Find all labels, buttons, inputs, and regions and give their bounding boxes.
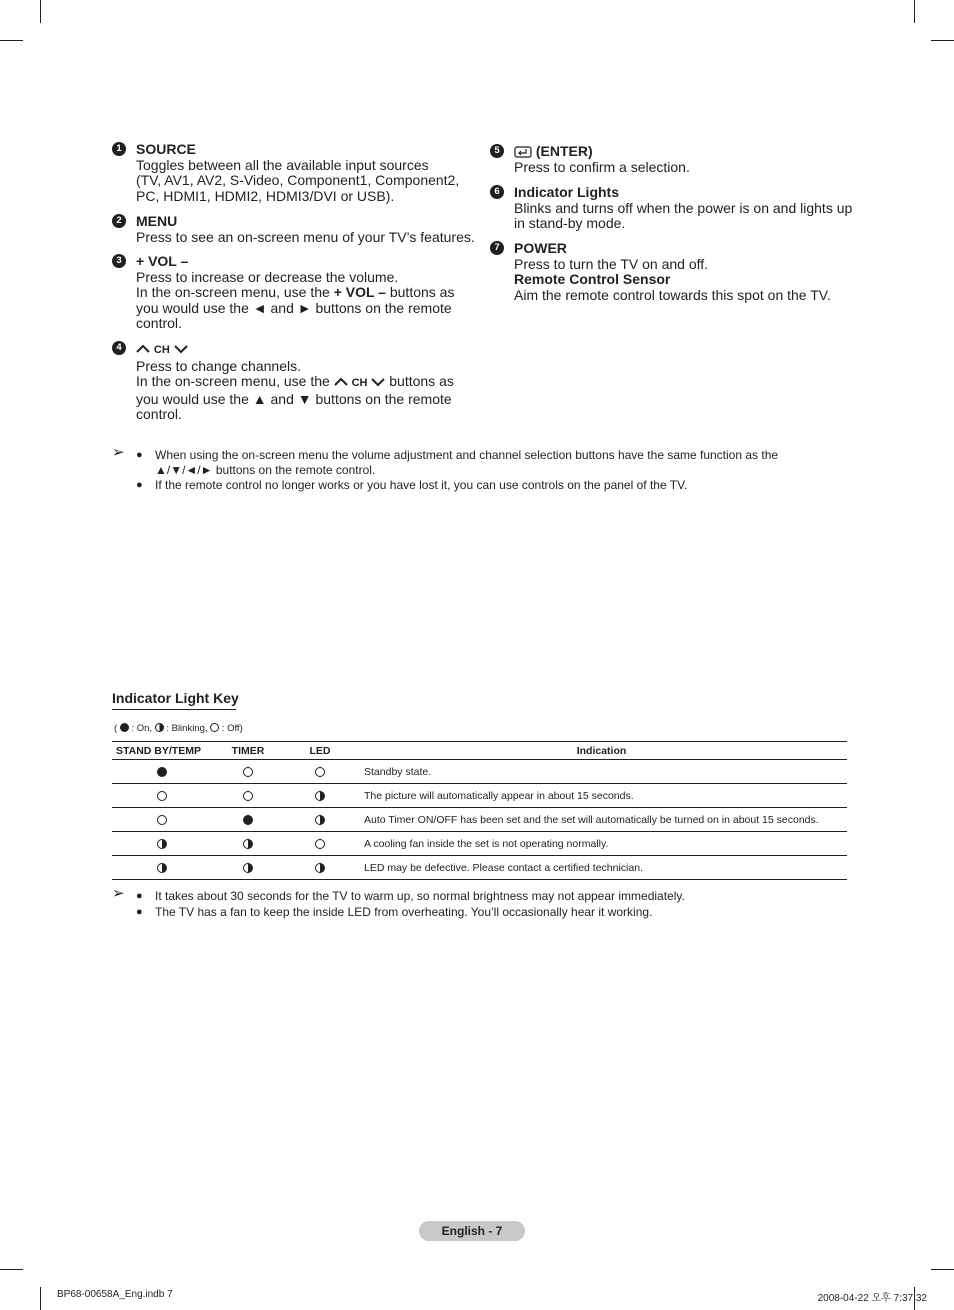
item-line: In the on-screen menu, use the CH buttons as — [136, 373, 454, 390]
item-line: control. — [136, 315, 182, 332]
number-badge: 6 — [490, 185, 504, 199]
indication-cell: The picture will automatically appear in about 15 seconds. — [356, 784, 847, 808]
on-dot-icon — [157, 767, 167, 777]
off-dot-icon — [157, 791, 167, 801]
led-cell — [284, 856, 356, 880]
standby-cell — [112, 808, 212, 832]
number-badge: 4 — [112, 341, 126, 355]
note-arrow-icon: ➢ — [112, 885, 125, 902]
column-header: LED — [284, 742, 356, 760]
standby-cell — [112, 784, 212, 808]
item-line: you would use the ◄ and ► buttons on the remote — [136, 299, 452, 316]
blinking-dot-icon — [315, 863, 325, 873]
item-line: Press to see an on-screen menu of your TV’s features. — [136, 228, 475, 245]
crop-mark — [931, 40, 954, 41]
item-title: MENU — [136, 213, 178, 229]
blinking-dot-icon — [243, 839, 253, 849]
off-dot-icon — [157, 815, 167, 825]
footer-datetime: 2008-04-22 오후 7:37:32 — [817, 1293, 927, 1304]
chevron-down-icon — [371, 377, 385, 387]
item-line: PC, HDMI1, HDMI2, HDMI3/DVI or USB). — [136, 187, 395, 204]
note-arrow-icon: ➢ — [112, 444, 125, 461]
off-dot-icon — [243, 767, 253, 777]
item-title: (ENTER) — [514, 144, 690, 160]
table-row — [112, 808, 847, 832]
table-row — [112, 784, 847, 808]
timer-cell — [212, 832, 284, 856]
item-line: Toggles between all the available input sources — [136, 156, 429, 173]
footer-file: BP68-00658A_Eng.indb 7 — [57, 1289, 173, 1300]
enter-icon — [514, 146, 532, 158]
item-line: in stand-by mode. — [514, 215, 626, 232]
title-underline — [112, 709, 236, 710]
indication-cell: LED may be defective. Please contact a certified technician. — [356, 856, 847, 880]
indicator-table — [112, 741, 847, 880]
note-text: ▲/▼/◄/► buttons on the remote control. — [155, 463, 376, 477]
item-line: Press to turn the TV on and off. — [514, 255, 709, 272]
item-title: CH — [136, 341, 454, 359]
number-badge: 1 — [112, 142, 126, 156]
timer-cell — [212, 808, 284, 832]
note-text: When using the on-screen menu the volume adjustment and channel selection buttons have the same function as the — [155, 448, 779, 462]
standby-cell — [112, 856, 212, 880]
item-title: Indicator Lights — [514, 184, 619, 200]
off-dot-icon — [243, 791, 253, 801]
on-dot-icon — [243, 815, 253, 825]
notes-warmup — [112, 885, 852, 923]
bullet-icon: ● — [136, 479, 143, 491]
item-line: Press to change channels. — [136, 357, 301, 374]
off-dot-icon — [210, 723, 219, 732]
off-dot-icon — [315, 839, 325, 849]
on-dot-icon — [120, 723, 129, 732]
item-subtitle: Remote Control Sensor — [514, 271, 671, 288]
standby-cell — [112, 832, 212, 856]
indication-cell: Auto Timer ON/OFF has been set and the set will automatically be turned on in about 15 seconds. — [356, 808, 847, 832]
crop-mark — [40, 0, 41, 23]
notes-remote — [112, 444, 852, 498]
legend: ( : On, : Blinking, : Off) — [114, 723, 243, 734]
note-text: The TV has a fan to keep the inside LED from overheating. You’ll occasionally hear it working. — [155, 905, 653, 919]
item-title: SOURCE — [136, 141, 196, 157]
blinking-dot-icon — [157, 863, 167, 873]
item-title: POWER — [514, 240, 567, 256]
blinking-dot-icon — [243, 863, 253, 873]
led-cell — [284, 832, 356, 856]
crop-mark — [914, 0, 915, 23]
item-line: Blinks and turns off when the power is on and lights up — [514, 199, 853, 216]
bullet-icon: ● — [136, 890, 143, 902]
note-text: If the remote control no longer works or you have lost it, you can use controls on the panel of the TV. — [155, 478, 688, 492]
blinking-dot-icon — [157, 839, 167, 849]
table-row — [112, 760, 847, 784]
column-header: STAND BY/TEMP — [112, 742, 212, 760]
number-badge: 7 — [490, 241, 504, 255]
table-row — [112, 856, 847, 880]
chevron-up-icon — [334, 377, 348, 387]
page-number-badge: English - 7 — [419, 1221, 525, 1241]
chevron-down-icon — [174, 344, 188, 354]
crop-mark — [931, 1269, 954, 1270]
column-header: TIMER — [212, 742, 284, 760]
off-dot-icon — [315, 767, 325, 777]
item-line: Aim the remote control towards this spot on the TV. — [514, 286, 831, 303]
led-cell — [284, 808, 356, 832]
item-line: Press to confirm a selection. — [514, 158, 690, 175]
item-line: Press to increase or decrease the volume. — [136, 268, 399, 285]
bullet-icon: ● — [136, 449, 143, 461]
led-cell — [284, 760, 356, 784]
number-badge: 3 — [112, 254, 126, 268]
standby-cell — [112, 760, 212, 784]
table-row — [112, 832, 847, 856]
column-header: Indication — [356, 742, 847, 760]
note-text: It takes about 30 seconds for the TV to warm up, so normal brightness may not appear immediately. — [155, 889, 685, 903]
item-title: + VOL – — [136, 253, 189, 269]
blinking-dot-icon — [315, 791, 325, 801]
timer-cell — [212, 784, 284, 808]
timer-cell — [212, 760, 284, 784]
crop-mark — [40, 1287, 41, 1310]
chevron-up-icon — [136, 344, 150, 354]
indication-cell: Standby state. — [356, 760, 847, 784]
number-badge: 5 — [490, 144, 504, 158]
table-header-row — [112, 742, 847, 760]
led-cell — [284, 784, 356, 808]
section-title: Indicator Light Key — [112, 690, 239, 706]
item-line: In the on-screen menu, use the + VOL – buttons as — [136, 284, 455, 301]
crop-mark — [0, 40, 23, 41]
timer-cell — [212, 856, 284, 880]
bullet-icon: ● — [136, 906, 143, 918]
item-line: you would use the ▲ and ▼ buttons on the remote — [136, 390, 452, 407]
item-line: (TV, AV1, AV2, S-Video, Component1, Component2, — [136, 172, 460, 189]
item-line: control. — [136, 406, 182, 423]
blinking-dot-icon — [315, 815, 325, 825]
blinking-dot-icon — [155, 723, 164, 732]
crop-mark — [0, 1269, 23, 1270]
indication-cell: A cooling fan inside the set is not operating normally. — [356, 832, 847, 856]
number-badge: 2 — [112, 214, 126, 228]
